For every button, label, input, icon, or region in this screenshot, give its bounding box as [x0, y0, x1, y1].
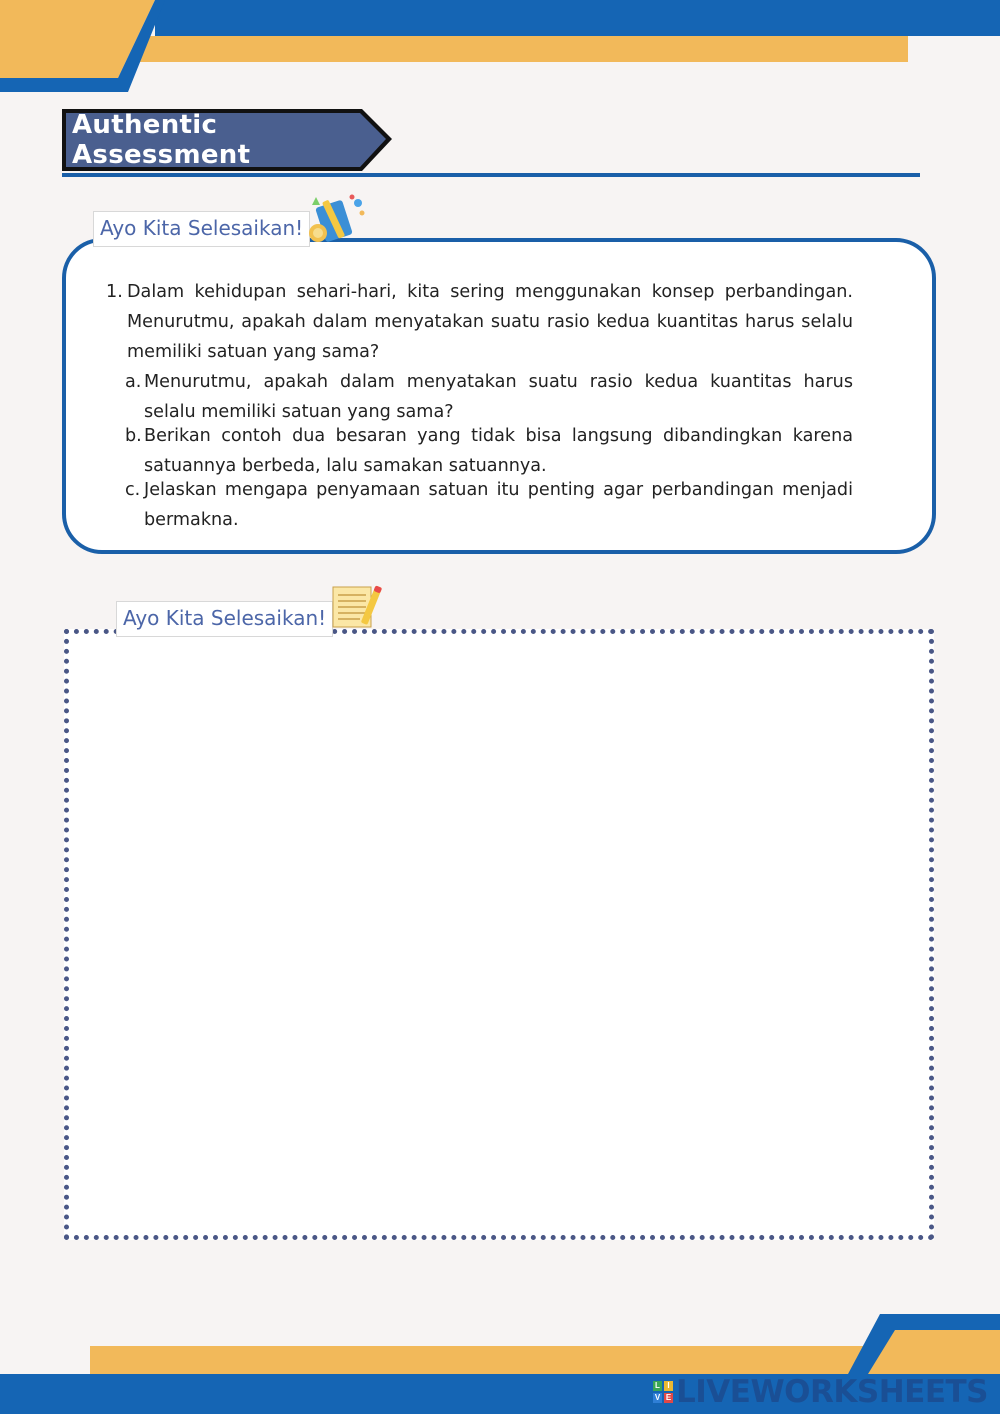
answer-area[interactable] [64, 629, 934, 1240]
logo-grid-icon: L I V E [654, 1381, 672, 1402]
liveworksheets-logo[interactable] [653, 1374, 988, 1410]
sub-question-b [125, 421, 853, 481]
question-number: 1. [106, 282, 123, 302]
sub-question-text: Menurutmu, apakah dalam menyatakan suatu rasio kedua kuantitas harus selalu memiliki satuan yang sama? [144, 372, 853, 422]
title-divider [62, 173, 920, 177]
sub-question-marker: a. [125, 372, 142, 392]
sub-question-text: Berikan contoh dua besaran yang tidak bisa langsung dibandingkan karena satuannya berbeda, lalu samakan satuannya. [144, 426, 853, 476]
sub-question-a [125, 367, 853, 427]
brand-name: LIVEWORKSHEETS [676, 1374, 988, 1410]
notepad-pencil-icon [330, 583, 384, 631]
sub-question-text: Jelaskan mengapa penyamaan satuan itu penting agar perbandingan menjadi bermakna. [144, 480, 853, 530]
school-supplies-icon [306, 193, 368, 249]
sub-question-marker: b. [125, 426, 142, 446]
sub-question-marker: c. [125, 480, 141, 500]
question-content [106, 277, 853, 535]
sub-question-c [125, 475, 853, 535]
question-item [106, 277, 853, 367]
answer-section-label: Ayo Kita Selesaikan! [116, 601, 333, 637]
question-text: Dalam kehidupan sehari-hari, kita sering menggunakan konsep perbandingan. Menurutmu, apakah dalam menyatakan suatu rasio kedua kuantitas harus selalu memiliki satuan yang sama? [127, 282, 853, 362]
question-section-label: Ayo Kita Selesaikan! [93, 211, 310, 247]
page-title: Authentic Assessment [72, 110, 251, 170]
